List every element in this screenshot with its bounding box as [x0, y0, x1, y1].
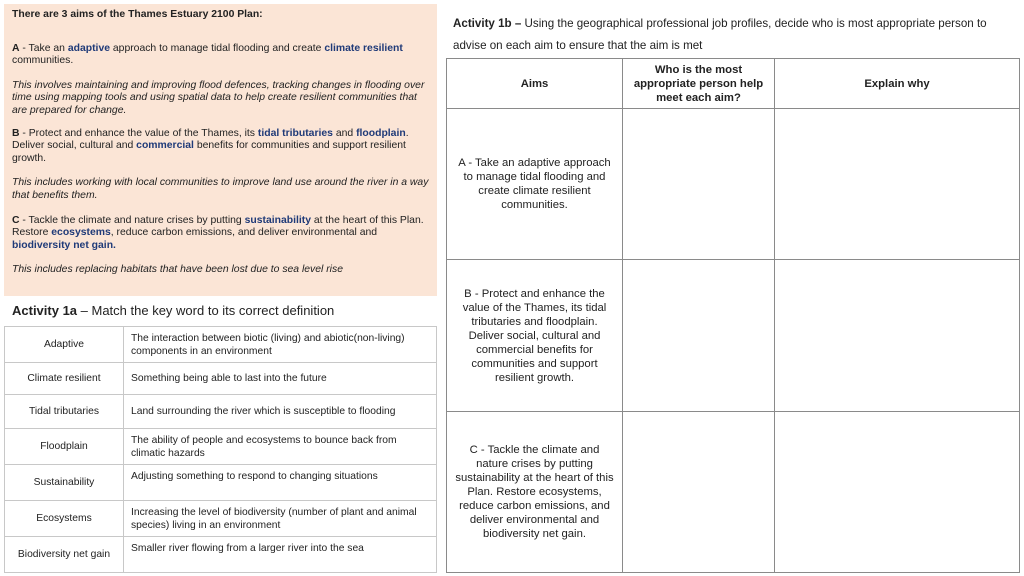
aim-a-text — [12, 43, 429, 68]
explain-answer-cell[interactable] — [775, 109, 1020, 260]
definition-cell[interactable]: Adjusting something to respond to changing situations — [124, 465, 437, 501]
keyword-cell[interactable]: Sustainability — [5, 465, 124, 501]
aim-c-text — [12, 215, 429, 253]
column-header-aims: Aims — [447, 59, 623, 109]
activity-1b-instruction: Using the geographical professional job profiles, decide who is most appropriate person to advise on each aim to ensure that the aim is met — [453, 17, 987, 52]
person-answer-cell[interactable] — [623, 412, 775, 573]
aim-b-note: This includes working with local communities to improve land use around the river in a way that benefits them. — [12, 177, 429, 201]
person-answer-cell[interactable] — [623, 109, 775, 260]
keyword-adaptive: adaptive — [67, 42, 110, 54]
keyword-ecosystems: ecosystems — [51, 227, 111, 239]
keyword-cell[interactable]: Biodiversity net gain — [5, 537, 124, 573]
aims-panel-title: There are 3 aims of the Thames Estuary 2100 Plan: — [12, 9, 263, 20]
activity-1b-label: Activity 1b – — [453, 17, 522, 30]
keyword-match-table — [4, 326, 437, 573]
activity-1a-instruction: – Match the key word to its correct definition — [77, 303, 335, 318]
column-header-explain: Explain why — [775, 59, 1020, 109]
aim-cell: C - Tackle the climate and nature crises by putting sustainability at the heart of this Plan. Restore ecosystems, reduce carbon emissions, and deliver environmental and biodiversity net gain. — [447, 412, 623, 573]
keyword-cell[interactable]: Floodplain — [5, 429, 124, 465]
person-answer-cell[interactable] — [623, 260, 775, 412]
keyword-biodiversity-net-gain: biodiversity net gain. — [12, 239, 116, 251]
definition-cell[interactable]: Land surrounding the river which is susceptible to flooding — [124, 395, 437, 429]
aim-c-letter: C — [12, 214, 20, 226]
keyword-cell[interactable]: Tidal tributaries — [5, 395, 124, 429]
aim-a-part: communities. — [12, 55, 74, 67]
aim-cell: A - Take an adaptive approach to manage tidal flooding and create climate resilient communities. — [447, 109, 623, 260]
activity-1a-heading — [12, 303, 334, 318]
aim-a-letter: A — [12, 42, 20, 54]
table-row — [447, 109, 1020, 260]
keyword-sustainability: sustainability — [244, 214, 311, 226]
table-row — [5, 429, 437, 465]
explain-answer-cell[interactable] — [775, 412, 1020, 573]
aim-b-part: and — [332, 127, 357, 139]
definition-cell[interactable]: Increasing the level of biodiversity (number of plant and animal species) living in an environment — [124, 501, 437, 537]
activity-1a-label: Activity 1a — [12, 303, 78, 318]
keyword-commercial: commercial — [136, 140, 194, 152]
table-row — [447, 260, 1020, 412]
column-header-person: Who is the most appropriate person help meet each aim? — [623, 59, 775, 109]
aim-c-part: - Tackle the climate and nature crises by putting — [19, 214, 245, 226]
keyword-climate-resilient: climate resilient — [324, 42, 403, 54]
table-row — [5, 363, 437, 395]
aim-a-note: This involves maintaining and improving flood defences, tracking changes in flooding over time using mapping tools and using spatial data to help create resilient communities that are prepared for change. — [12, 79, 425, 116]
aim-a-part: approach to manage tidal flooding and create — [110, 42, 325, 54]
keyword-cell[interactable]: Ecosystems — [5, 501, 124, 537]
table-row — [5, 501, 437, 537]
table-row — [5, 395, 437, 429]
aim-c-note: This includes replacing habitats that have been lost due to sea level rise — [12, 264, 343, 276]
aim-cell: B - Protect and enhance the value of the Thames, its tidal tributaries and floodplain. Deliver social, cultural and commercial benefits for communities and support resilient growth. — [447, 260, 623, 412]
keyword-floodplain: floodplain — [356, 127, 406, 139]
definition-cell[interactable]: Smaller river flowing from a larger river into the sea — [124, 537, 437, 573]
explain-answer-cell[interactable] — [775, 260, 1020, 412]
aim-a-part: - Take an — [19, 42, 68, 54]
keyword-tidal-tributaries: tidal tributaries — [257, 127, 333, 139]
aim-b-part: . Deliver social, cultural and — [12, 127, 409, 152]
aim-c-part: at the heart of this Plan. Restore — [12, 214, 424, 239]
aims-advisor-table — [446, 58, 1020, 573]
keyword-cell[interactable]: Adaptive — [5, 327, 124, 363]
table-row — [5, 537, 437, 573]
aim-b-part: - Protect and enhance the value of the Thames, its — [19, 127, 258, 139]
table-header-row — [447, 59, 1020, 109]
aim-c-part: , reduce carbon emissions, and deliver environmental and — [110, 227, 378, 239]
table-row — [5, 327, 437, 363]
definition-cell[interactable]: The interaction between biotic (living) and abiotic(non-living) components in an environment — [124, 327, 437, 363]
activity-1b-heading — [453, 13, 1018, 56]
table-row — [5, 465, 437, 501]
aim-b-part: benefits for communities and support resilient growth. — [12, 140, 406, 164]
definition-cell[interactable]: The ability of people and ecosystems to bounce back from climatic hazards — [124, 429, 437, 465]
definition-cell[interactable]: Something being able to last into the future — [124, 363, 437, 395]
aim-b-letter: B — [12, 127, 20, 139]
table-row — [447, 412, 1020, 573]
keyword-cell[interactable]: Climate resilient — [5, 363, 124, 395]
aim-b-text — [12, 128, 429, 166]
aims-info-panel — [4, 4, 437, 296]
